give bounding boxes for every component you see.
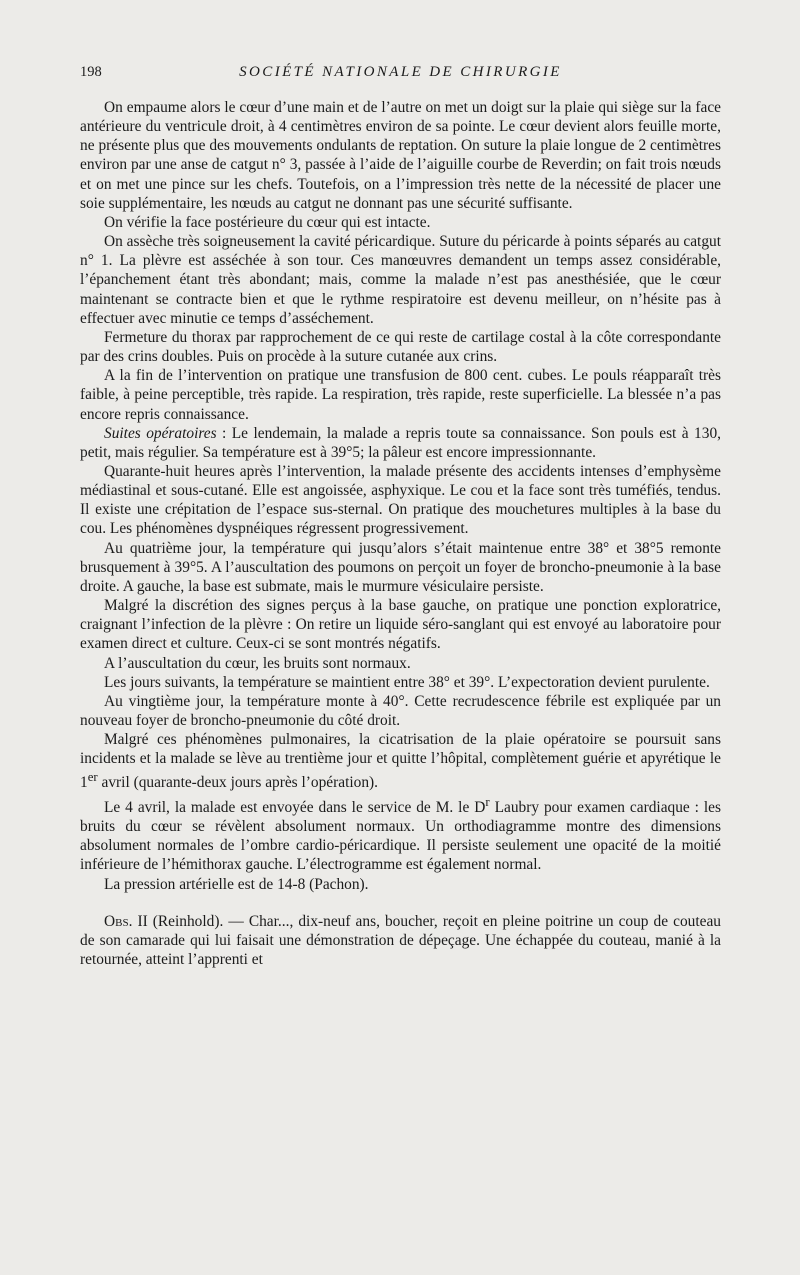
text-run: Le 4 avril, la malade est envoyée dans le service de M. le D xyxy=(104,798,486,816)
paragraph-observation xyxy=(80,912,721,969)
paragraph: Au vingtième jour, la température monte à 40°. Cette recrudescence fébrile est expliquée par un nouveau foyer de broncho-pneumonie du côté droit. xyxy=(80,692,721,729)
paragraph: Quarante-huit heures après l’intervention, la malade présente des accidents intenses d’emphysème médiastinal et sous-cutané. Elle est angoissée, asphyxique. Le cou et la face sont très tuméfiés, tendus. Il existe une crépitation de l’espace sus-sternal. On pratique des mouchetures multiples à la base du cou. Les phénomènes dyspnéiques régressent progressivement. xyxy=(80,462,721,538)
body-text xyxy=(80,98,721,969)
paragraph-trentieme xyxy=(80,730,721,793)
paragraph: Malgré la discrétion des signes perçus à la base gauche, on pratique une ponction exploratrice, craignant l’infection de la plèvre : On retire un liquide séro-sanglant qui est envoyé au laboratoire pour examen direct et culture. Ceux-ci se sont montrés négatifs. xyxy=(80,597,721,653)
paragraph: Les jours suivants, la température se maintient entre 38° et 39°. L’expectoration devient purulente. xyxy=(104,673,710,691)
text-run: Malgré ces phénomènes pulmonaires, la cicatrisation de la plaie opératoire se poursuit sans incidents et la malade se lève au trentième jour et quitte l’hôpital, complètement guérie et apyrétique le 1 xyxy=(80,731,721,792)
paragraph: On vérifie la face postérieure du cœur qui est intacte. xyxy=(104,213,431,231)
paragraph: La pression artérielle est de 14-8 (Pachon). xyxy=(104,875,369,893)
paragraph: Au quatrième jour, la température qui jusqu’alors s’était maintenue entre 38° et 38°5 remonte brusquement à 39°5. A l’auscultation des poumons on perçoit un foyer de broncho-pneumonie à la base droite. A gauche, la base est submate, mais le murmure vésiculaire persiste. xyxy=(80,539,721,595)
paragraph: Fermeture du thorax par rapprochement de ce qui reste de cartilage costal à la côte correspondante par des crins doubles. Puis on procède à la suture cutanée aux crins. xyxy=(80,328,721,366)
obs-label: Obs. xyxy=(104,912,133,930)
paragraph: A l’auscultation du cœur, les bruits sont normaux. xyxy=(104,654,411,672)
paragraph: On empaume alors le cœur d’une main et de l’autre on met un doigt sur la plaie qui siège sur la face antérieure du ventricule droit, à 4 centimètres environ de sa pointe. Le cœur devient alors feuille morte, ne présente plus que des mouvements ondulants de reptation. On suture la plaie longue de 2 centimètres environ par une anse de catgut n° 3, passée à l’aide de l’aiguille courbe de Reverdin; on fait trois nœuds et on met une pince sur les chefs. Toutefois, on a l’impression très nette de la nécessité de placer une soie supplémentaire, les nœuds au catgut ne donnant pas une sécurité suffisante. xyxy=(80,99,721,212)
page-number: 198 xyxy=(80,64,102,80)
paragraph: A la fin de l’intervention on pratique une transfusion de 800 cent. cubes. Le pouls réapparaît très faible, à peine perceptible, très rapide. La respiration, très rapide, reste superficielle. La blessée n’a pas encore repris connaissance. xyxy=(80,367,721,423)
paragraph-laubry xyxy=(80,793,721,875)
running-header xyxy=(80,64,721,84)
suites-text: : Le lendemain, la malade a repris toute sa connaissance. Son pouls est à 130, petit, mais régulier. Sa température est à 39°5; la pâleur est encore impressionnante. xyxy=(80,424,721,461)
paragraph: On assèche très soigneusement la cavité péricardique. Suture du péricarde à points séparés au catgut n° 1. La plèvre est asséchée à son tour. Ces manœuvres demandent un temps assez considérable, l’épanchement étant très abondant; mais, comme la malade n’est pas anesthésiée, que le cœur maintenant se contracte bien et que le rythme respiratoire est devenu meilleur, on n’hésite pas à effectuer avec minutie ce temps d’asséchement. xyxy=(80,233,721,327)
superscript: r xyxy=(485,794,490,809)
suites-label: Suites opératoires xyxy=(104,424,217,442)
paragraph-suites xyxy=(80,424,721,462)
superscript: er xyxy=(87,770,98,785)
journal-title: SOCIÉTÉ NATIONALE DE CHIRURGIE xyxy=(239,64,562,80)
text-run: avril (quarante-deux jours après l’opération). xyxy=(97,774,379,792)
text-run: Laubry pour examen cardiaque : les bruits du cœur se révèlent absolument normaux. Un orthodiagramme montre des dimensions absolument normales de l’ombre cardio-péricardique. Il persiste seulement une opacité de la moitié inférieure de l’hémithorax gauche. L’électrogramme est également normal. xyxy=(80,798,722,874)
obs-text: II (Reinhold). — Char..., dix-neuf ans, boucher, reçoit en pleine poitrine un coup de couteau de son camarade qui lui faisait une démonstration de dépeçage. Une échappée du couteau, manié à la retournée, atteint l’apprenti et xyxy=(80,912,721,968)
